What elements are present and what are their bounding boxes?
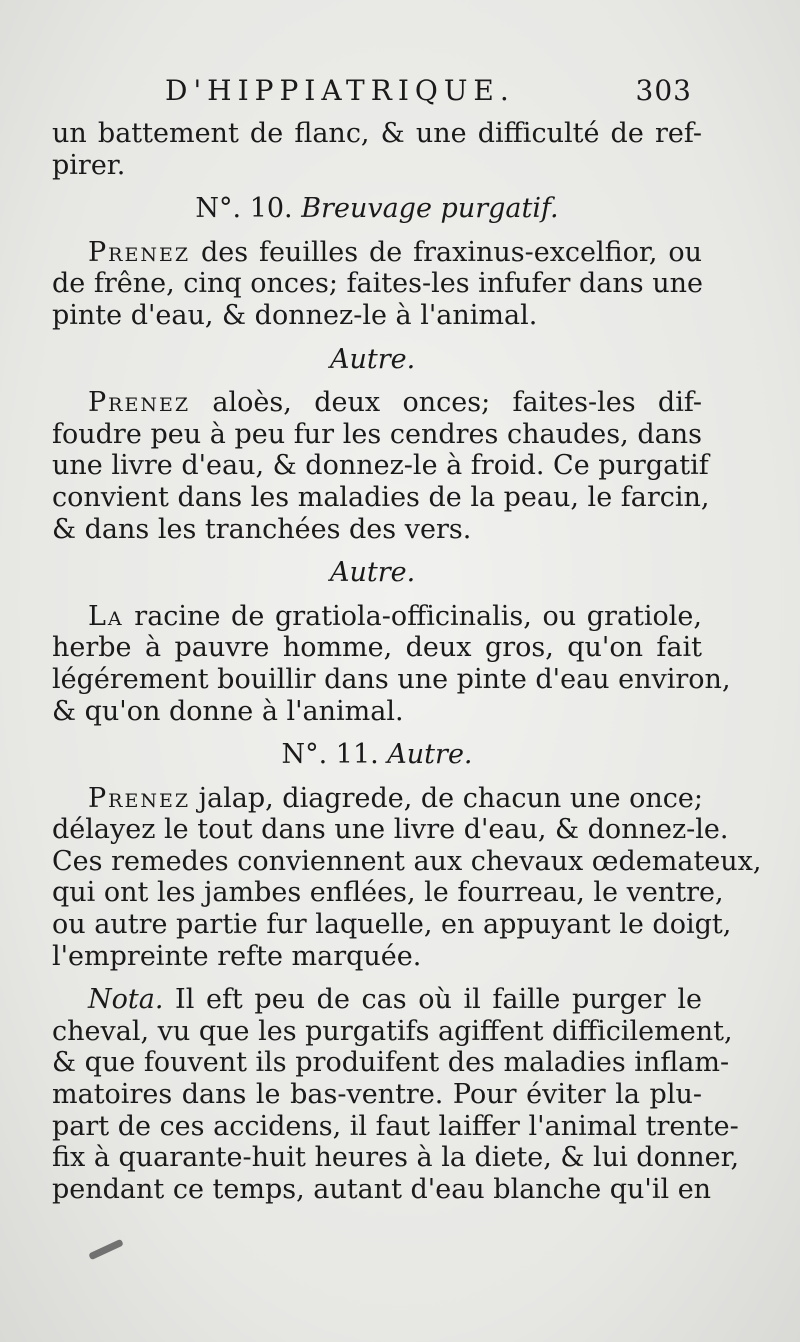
- text-line: une livre d'eau, & donnez-le à froid. Ce purgatif: [52, 450, 709, 482]
- running-title: D'HIPPIATRIQUE.: [165, 74, 515, 107]
- paragraph-gap: [52, 545, 702, 557]
- subsection-heading: Autre.: [330, 343, 416, 375]
- text-line: pendant ce temps, autant d'eau blanche qu'il en: [52, 1173, 712, 1205]
- text-line: Ces remedes conviennent aux chevaux œdemateux,: [52, 845, 762, 877]
- paragraph-first-line: Prenez des feuilles de fraxinus-excelfior, ou: [88, 236, 702, 268]
- text-line: part de ces accidens, il faut laiffer l'animal trente-: [52, 1110, 739, 1142]
- paragraph-first-line: La racine de gratiola-officinalis, ou gratiole,: [88, 600, 702, 632]
- text-line: fix à quarante-huit heures à la diete, & lui donner,: [52, 1142, 740, 1174]
- running-header: [165, 74, 700, 114]
- ink-smudge: [88, 1239, 124, 1261]
- text-line: & qu'on donne à l'animal.: [52, 695, 404, 727]
- page-body: [52, 118, 762, 1205]
- page-number: 303: [635, 74, 692, 107]
- section-heading: N°. 11. Autre.: [281, 739, 473, 771]
- paragraph-first-line: Prenez jalap, diagrede, de chacun une once;: [88, 782, 704, 814]
- text-line: pinte d'eau, & donnez-le à l'animal.: [52, 299, 538, 331]
- text-line: pirer.: [52, 149, 126, 181]
- paragraph-gap: [52, 332, 702, 344]
- text-line: convient dans les maladies de la peau, le farcin,: [52, 481, 710, 513]
- text-line: l'empreinte refte marquée.: [52, 940, 422, 972]
- text-line: & dans les tranchées des vers.: [52, 513, 472, 545]
- text-line: herbe à pauvre homme, deux gros, qu'on fait: [52, 632, 702, 664]
- text-line: délayez le tout dans une livre d'eau, & donnez-le.: [52, 814, 729, 846]
- text-line: matoires dans le bas-ventre. Pour éviter la plu-: [52, 1079, 702, 1111]
- section-heading: N°. 10. Breuvage purgatif.: [195, 193, 559, 225]
- text-line: foudre peu à peu fur les cendres chaudes, dans: [52, 418, 702, 450]
- text-line: ou autre partie fur laquelle, en appuyant le doigt,: [52, 909, 732, 941]
- text-line: cheval, vu que les purgatifs agiffent difficilement,: [52, 1015, 733, 1047]
- text-line: & que fouvent ils produifent des maladies inflam-: [52, 1047, 730, 1079]
- text-line: un battement de flanc, & une difficulté de ref-: [52, 118, 702, 149]
- paragraph-gap: [52, 727, 702, 739]
- text-line: qui ont les jambes enflées, le fourreau, le ventre,: [52, 877, 724, 909]
- paragraph-gap: [52, 181, 702, 193]
- nota-first-line: Nota. Il eft peu de cas où il faille purger le: [88, 984, 702, 1016]
- subsection-heading: Autre.: [330, 557, 416, 589]
- paragraph-gap: [52, 771, 702, 783]
- paragraph-gap: [52, 225, 702, 237]
- paragraph-gap: [52, 589, 702, 601]
- paragraph-first-line: Prenez aloès, deux onces; faites-les dif-: [88, 387, 702, 419]
- paragraph-gap: [52, 375, 702, 387]
- text-line: de frêne, cinq onces; faites-les infufer dans une: [52, 268, 703, 300]
- text-line: légérement bouillir dans une pinte d'eau environ,: [52, 663, 731, 695]
- paragraph-gap: [52, 972, 702, 984]
